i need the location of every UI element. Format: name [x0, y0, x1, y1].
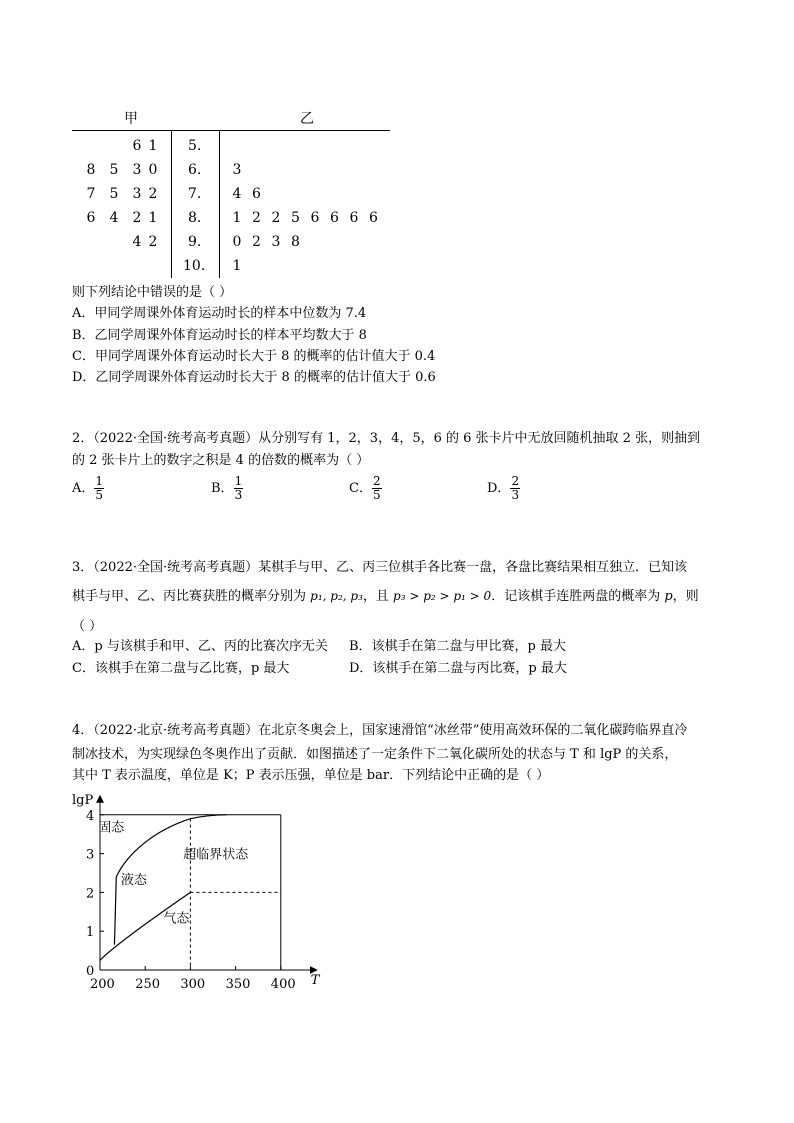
q2-option-b-fraction: $\frac{1}{3}$: [234, 474, 243, 502]
stem-divider-left: [171, 130, 172, 278]
x-tick-label: 200: [90, 977, 115, 992]
leaf-left: 3: [132, 186, 142, 202]
q2-option-a-fraction: $\frac{1}{5}$: [95, 474, 104, 502]
q4-line1: 4．（2022·北京·统考高考真题）在北京冬奥会上，国家速滑馆“冰丝带”使用高效环保的二氧化碳跨临界直冷: [72, 723, 688, 738]
q3-inequality: p₃ > p₂ > p₁ > 0: [393, 589, 492, 603]
stem-value: 5.: [188, 138, 202, 154]
q2-option-a: [72, 475, 104, 502]
q3-line2-text-a: 棋手与甲、乙、丙比赛获胜的概率分别为: [72, 589, 311, 604]
q3-option-c: C．该棋手在第二盘与乙比赛，p 最大: [72, 661, 290, 676]
x-tick-label: 400: [270, 977, 296, 992]
region-label: 液态: [120, 872, 147, 888]
leaf-right: 3: [232, 162, 242, 178]
leaf-right: 6: [252, 186, 261, 202]
q1-option-b: B．乙同学周课外体育运动时长的样本平均数大于 8: [72, 328, 367, 343]
region-label: 超临界状态: [183, 847, 249, 863]
leaf-right: 1: [232, 210, 242, 226]
q3-probabilities: p₁, p₂, p₃: [310, 589, 363, 603]
q3-line3: （ ）: [72, 619, 103, 634]
region-label: 固态: [98, 820, 125, 836]
leaf-right: 2: [252, 234, 261, 250]
q4-line3: 其中 T 表示温度，单位是 K；P 表示压强，单位是 bar．下列结论中正确的是（ ）: [72, 768, 550, 783]
q3-line2-text-d: ，则: [672, 589, 699, 604]
leaf-right: 0: [232, 234, 242, 250]
leaf-right: 4: [232, 186, 242, 202]
header-rule: [72, 130, 390, 131]
q1-option-a: A．甲同学周课外体育运动时长的样本中位数为 7.4: [72, 306, 367, 321]
y-tick-label: 3: [86, 847, 95, 863]
q3-option-a: A．p 与该棋手和甲、乙、丙的比赛次序无关: [72, 639, 328, 654]
y-axis-label: lgP: [72, 793, 94, 808]
phase-diagram-chart: [60, 790, 340, 1010]
q3-option-b: B．该棋手在第二盘与甲比赛，p 最大: [349, 639, 567, 654]
leaf-left: 5: [109, 186, 119, 202]
leaf-right: 6: [310, 210, 320, 226]
x-tick-label: 300: [180, 977, 206, 992]
q3-line2: [72, 587, 699, 606]
leaf-right: 6: [330, 210, 339, 226]
leaf-left: 3: [132, 162, 142, 178]
leaf-right: 1: [232, 258, 242, 274]
q4-line2: 制冰技术，为实现绿色冬奥作出了贡献．如图描述了一定条件下二氧化碳所处的状态与 T 和 lgP 的关系，: [72, 747, 678, 762]
x-tick-label: 250: [135, 977, 161, 992]
q2-option-c-label: C．: [349, 481, 372, 496]
q1-option-d: D．乙同学周课外体育运动时长大于 8 的概率的估计值大于 0.6: [72, 370, 436, 385]
stem-value: 10.: [183, 258, 206, 274]
stem-value: 9.: [188, 234, 202, 250]
q3-line1: 3．（2022·全国·统考高考真题）某棋手与甲、乙、丙三位棋手各比赛一盘，各盘比赛结果相互独立．已知该: [72, 560, 688, 575]
leaf-left: 8: [86, 162, 96, 178]
q2-option-c: [349, 475, 382, 502]
leaf-left: 6: [86, 210, 96, 226]
region-label: 气态: [163, 911, 190, 927]
leaf-left: 2: [148, 234, 158, 250]
q2-option-c-fraction: $\frac{2}{5}$: [372, 474, 381, 502]
q2-line1: 2．（2022·全国·统考高考真题）从分别写有 1，2，3，4，5，6 的 6 张卡片中无放回随机抽取 2 张，则抽到: [72, 431, 701, 446]
y-tick-label: 1: [86, 925, 95, 941]
leaf-left: 4: [132, 234, 142, 250]
q3-line2-text-b: ，且: [362, 589, 394, 604]
leaf-left: 2: [148, 186, 158, 202]
q2-option-d-label: D．: [487, 481, 511, 496]
leaf-left: 0: [148, 162, 158, 178]
leaf-right: 2: [252, 210, 261, 226]
stem-divider-right: [219, 130, 220, 278]
leaf-right: 8: [291, 234, 300, 250]
leaf-right: 2: [271, 210, 281, 226]
header-left: 甲: [124, 111, 138, 127]
leaf-right: 6: [349, 210, 359, 226]
q2-line2: 的 2 张卡片上的数字之积是 4 的倍数的概率为（ ）: [72, 453, 370, 468]
q1-option-c: C．甲同学周课外体育运动时长大于 8 的概率的估计值大于 0.4: [72, 349, 436, 364]
q3-line2-text-c: ．记该棋手连胜两盘的概率为: [491, 589, 665, 604]
y-tick-label: 4: [86, 808, 95, 824]
q2-option-d: [487, 475, 520, 502]
q3-p-symbol: p: [664, 589, 673, 604]
leaf-left: 2: [132, 210, 142, 226]
q3-option-d: D．该棋手在第二盘与丙比赛，p 最大: [349, 661, 567, 676]
x-axis-label: T: [310, 973, 320, 988]
leaf-left: 7: [86, 186, 96, 202]
leaf-left: 1: [148, 210, 158, 226]
leaf-right: 5: [291, 210, 300, 226]
leaf-left: 5: [109, 162, 119, 178]
y-tick-label: 0: [86, 964, 95, 979]
stem-value: 6.: [188, 162, 202, 178]
q2-option-a-label: A．: [72, 481, 95, 496]
leaf-left: 1: [148, 138, 158, 154]
q2-option-b: [211, 475, 243, 502]
q1-stem: 则下列结论中错误的是（ ）: [72, 285, 233, 300]
leaf-right: 3: [271, 234, 281, 250]
x-tick-label: 350: [225, 977, 251, 992]
leaf-left: 4: [109, 210, 119, 226]
header-right: 乙: [300, 111, 314, 127]
leaf-right: 6: [369, 210, 378, 226]
q2-option-d-fraction: $\frac{2}{3}$: [511, 474, 520, 502]
leaf-left: 6: [132, 138, 142, 154]
y-tick-label: 2: [86, 886, 95, 902]
stem-value: 7.: [188, 186, 202, 202]
stem-value: 8.: [188, 210, 202, 226]
q2-option-b-label: B．: [211, 481, 234, 496]
